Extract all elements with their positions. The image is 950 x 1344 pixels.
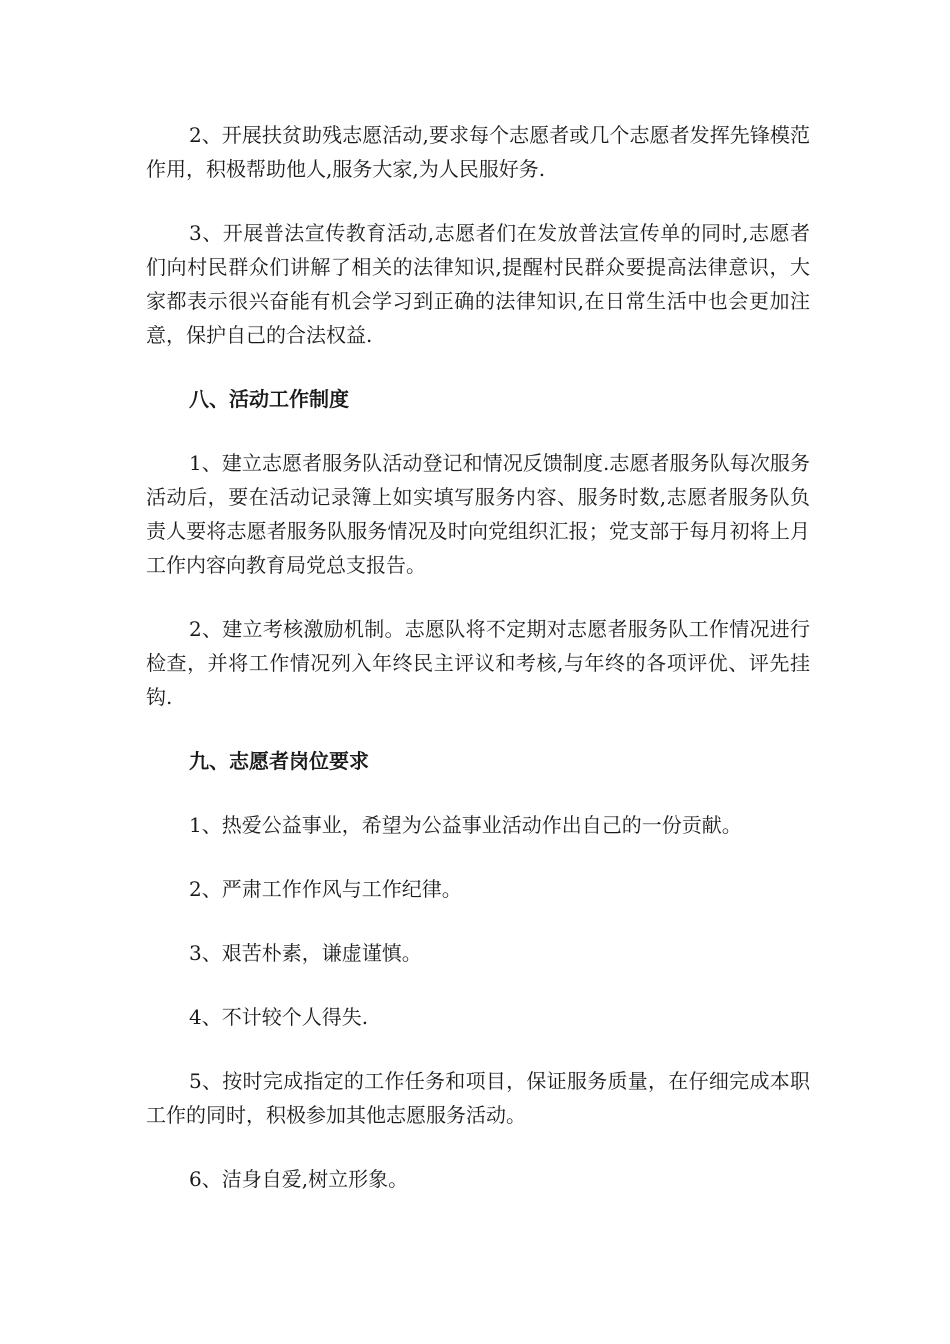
paragraph-system-1: 1、建立志愿者服务队活动登记和情况反馈制度.志愿者服务队每次服务活动后，要在活动记录簿上如实填写服务内容、服务时数,志愿者服务队负责人要将志愿者服务队服务情况及时向党组织汇报；党支部于每月初将上月工作内容向教育局党总支报告。: [146, 451, 810, 577]
section-heading-8: 八、活动工作制度: [189, 387, 349, 411]
requirement-item-2: 2、严肃工作作风与工作纪律。: [189, 877, 462, 901]
paragraph-activity-2: 2、开展扶贫助残志愿活动,要求每个志愿者或几个志愿者发挥先锋模范作用，积极帮助他人,服务大家,为人民服好务.: [146, 123, 810, 181]
requirement-item-5: 5、按时完成指定的工作任务和项目，保证服务质量，在仔细完成本职工作的同时，积极参加其他志愿服务活动。: [146, 1069, 810, 1127]
section-heading-9: 九、志愿者岗位要求: [189, 749, 369, 773]
requirement-item-3: 3、艰苦朴素，谦虚谨慎。: [189, 941, 422, 965]
document-body: [146, 118, 810, 1226]
paragraph-activity-3: 3、开展普法宣传教育活动,志愿者们在发放普法宣传单的同时,志愿者们向村民群众们讲解了相关的法律知识,提醒村民群众要提高法律意识，大家都表示很兴奋能有机会学习到正确的法律知识,在日常生活中也会更加注意，保护自己的合法权益.: [146, 221, 810, 347]
requirement-item-1: 1、热爱公益事业，希望为公益事业活动作出自己的一份贡献。: [189, 813, 742, 837]
requirement-item-4: 4、不计较个人得失.: [189, 1005, 369, 1029]
requirement-item-6: 6、洁身自爱,树立形象。: [189, 1167, 409, 1191]
paragraph-system-2: 2、建立考核激励机制。志愿队将不定期对志愿者服务队工作情况进行检查，并将工作情况列入年终民主评议和考核,与年终的各项评优、评先挂钩.: [146, 617, 810, 709]
